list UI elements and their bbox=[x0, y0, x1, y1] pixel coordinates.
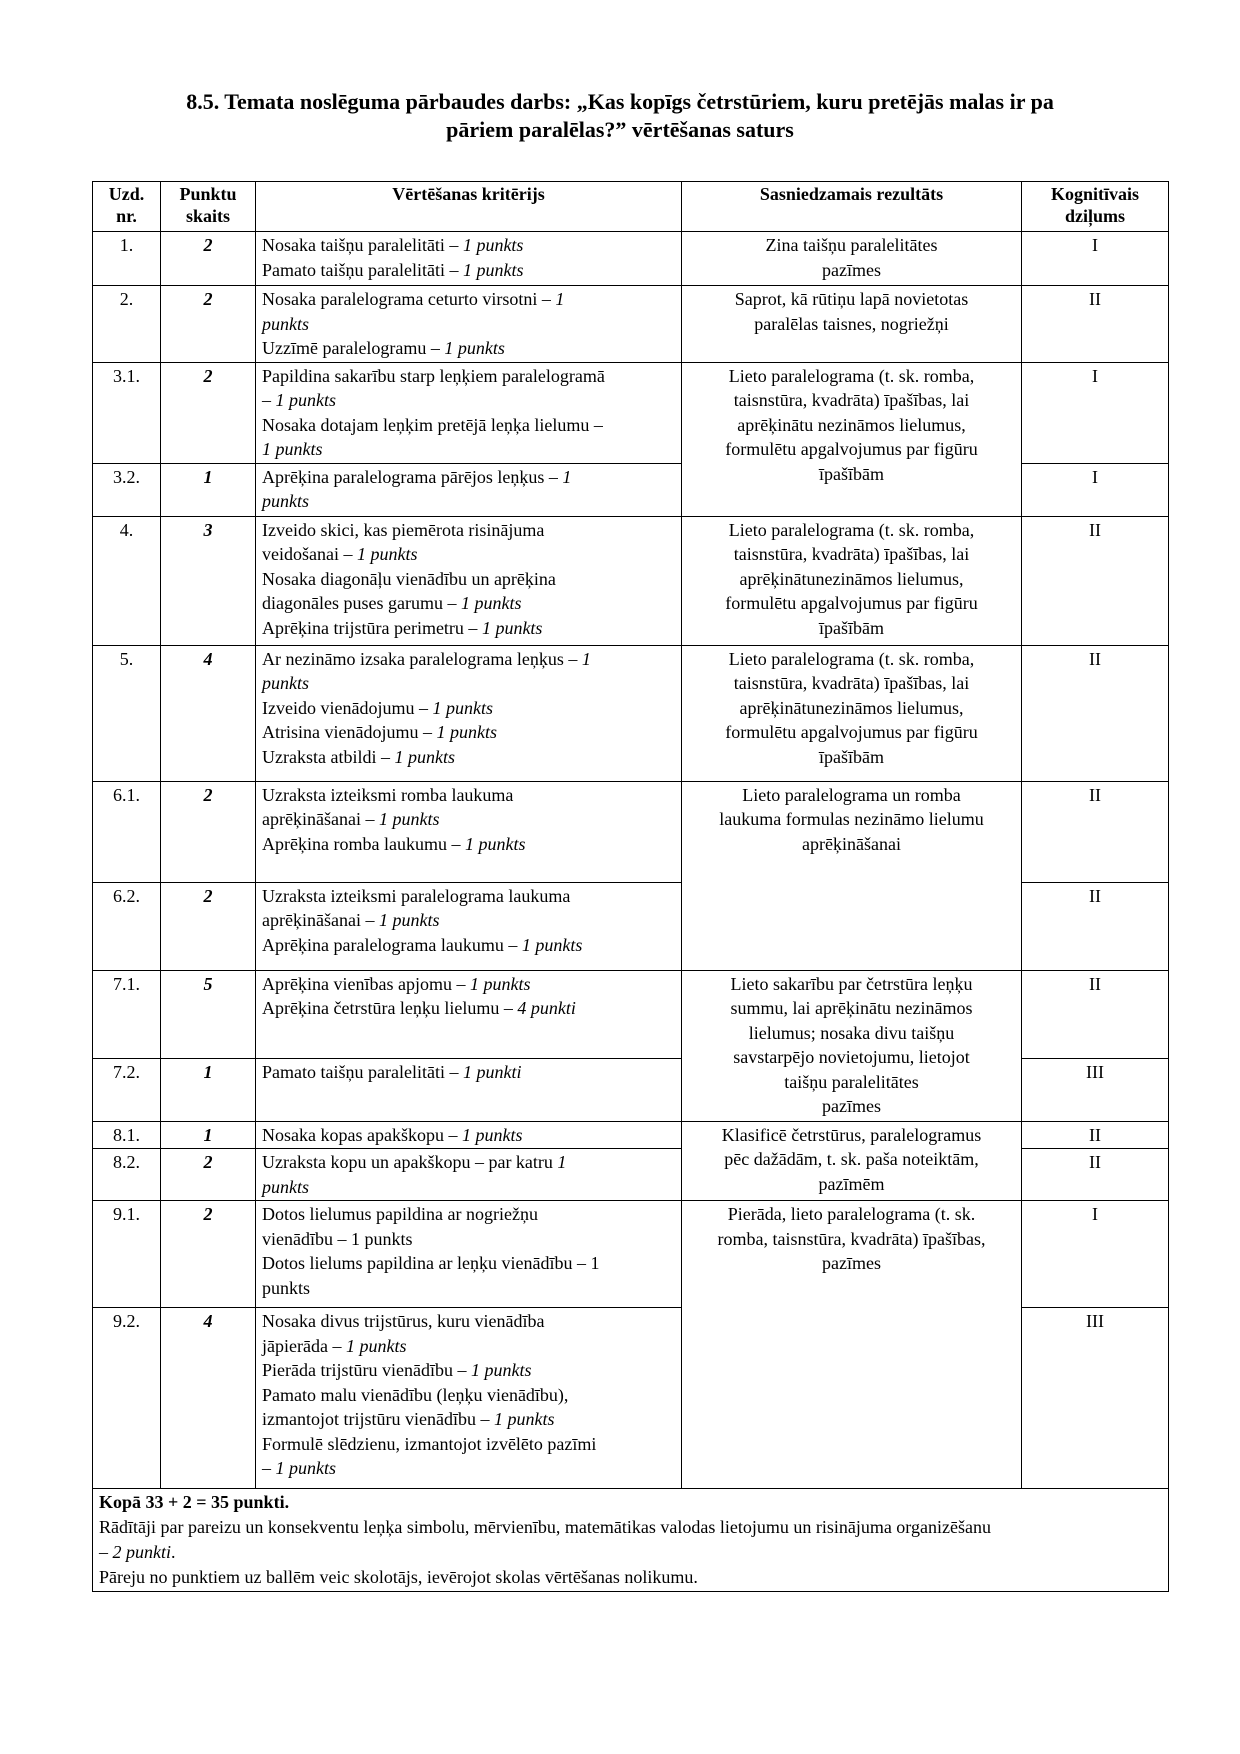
criteria-line: Uzzīmē paralelogramu – 1 punkts bbox=[262, 338, 505, 358]
criteria-line: Aprēķina paralelograma laukumu – 1 punkts bbox=[262, 934, 583, 955]
result-line: Lieto paralelograma un romba bbox=[742, 784, 961, 805]
points-value: 2 bbox=[161, 781, 256, 882]
footer-note: Pāreju no punktiem uz ballēm veic skolotājs, ievērojot skolas vērtēšanas nolikumu. bbox=[99, 1567, 698, 1587]
criteria-line: punkts bbox=[262, 1277, 311, 1298]
table-row bbox=[93, 516, 1169, 645]
cognitive-depth: I bbox=[1022, 1201, 1169, 1308]
criteria-line: – 1 punkts bbox=[262, 1458, 336, 1478]
criteria-line: Pierāda trijstūru vienādību – 1 punkts bbox=[262, 1360, 532, 1380]
result-line: laukuma formulas nezināmo lielumu bbox=[719, 809, 984, 829]
cognitive-depth: II bbox=[1022, 882, 1169, 970]
result-line: īpašībām bbox=[819, 617, 884, 638]
task-number: 3.1. bbox=[93, 362, 161, 463]
criteria-cell bbox=[256, 1058, 682, 1121]
result-line: formulētu apgalvojumus par figūru bbox=[725, 593, 978, 613]
result-line: pazīmes bbox=[822, 1096, 881, 1116]
task-number: 8.1. bbox=[93, 1121, 161, 1149]
points-value: 2 bbox=[161, 362, 256, 463]
criteria-line: Aprēķina romba laukumu – 1 punkts bbox=[262, 833, 526, 854]
criteria-line: – 1 punkts bbox=[262, 390, 336, 410]
criteria-line: Aprēķina paralelograma pārējos leņķus – 1 bbox=[262, 466, 572, 487]
table-row bbox=[93, 781, 1169, 882]
result-line: pazīmēm bbox=[818, 1173, 885, 1194]
cognitive-depth: I bbox=[1022, 362, 1169, 463]
result-line: Klasificē četrstūrus, paralelogramus bbox=[721, 1124, 982, 1145]
total-points: Kopā 33 + 2 = 35 punkti. bbox=[99, 1492, 290, 1512]
result-line: romba, taisnstūra, kvadrāta) īpašības, bbox=[717, 1228, 986, 1249]
result-line: paralēlas taisnes, nogriežņi bbox=[754, 313, 949, 334]
criteria-line: jāpierāda – 1 punkts bbox=[262, 1335, 407, 1356]
task-number: 1. bbox=[93, 232, 161, 286]
criteria-line: Nosaka dotajam leņķim pretējā leņķa lielumu – bbox=[262, 414, 603, 435]
result-line: Lieto paralelograma (t. sk. romba, bbox=[728, 365, 975, 386]
table-row bbox=[93, 362, 1169, 463]
criteria-cell bbox=[256, 781, 682, 882]
criteria-cell bbox=[256, 1149, 682, 1201]
result-line: Pierāda, lieto paralelograma (t. sk. bbox=[727, 1204, 976, 1224]
criteria-line: Pamato taišņu paralelitāti – 1 punkts bbox=[262, 259, 524, 280]
criteria-line: Uzraksta izteiksmi paralelograma laukuma bbox=[262, 885, 571, 906]
points-value: 1 bbox=[161, 463, 256, 516]
result-line: pazīmes bbox=[822, 1253, 881, 1273]
points-value: 4 bbox=[161, 645, 256, 781]
result-line: pazīmes bbox=[822, 259, 881, 280]
points-value: 5 bbox=[161, 970, 256, 1058]
points-value: 2 bbox=[161, 286, 256, 363]
result-cell bbox=[682, 645, 1022, 781]
cognitive-depth: II bbox=[1022, 970, 1169, 1058]
criteria-line: Aprēķina vienības apjomu – 1 punkts bbox=[262, 973, 531, 994]
cognitive-depth: II bbox=[1022, 1149, 1169, 1201]
criteria-cell bbox=[256, 970, 682, 1058]
criteria-line: punkts bbox=[262, 491, 309, 511]
points-value: 2 bbox=[161, 1201, 256, 1308]
criteria-cell bbox=[256, 645, 682, 781]
criteria-line: Nosaka divus trijstūrus, kuru vienādība bbox=[262, 1311, 545, 1331]
criteria-line: Nosaka kopas apakškopu – 1 punkts bbox=[262, 1124, 523, 1145]
table-row bbox=[93, 645, 1169, 781]
cognitive-depth: III bbox=[1022, 1308, 1169, 1489]
criteria-line: Pamato taišņu paralelitāti – 1 punkti bbox=[262, 1061, 522, 1082]
task-number: 7.1. bbox=[93, 970, 161, 1058]
task-number: 3.2. bbox=[93, 463, 161, 516]
task-number: 9.1. bbox=[93, 1201, 161, 1308]
task-number: 6.1. bbox=[93, 781, 161, 882]
table-row bbox=[93, 286, 1169, 363]
task-number: 9.2. bbox=[93, 1308, 161, 1489]
criteria-cell bbox=[256, 232, 682, 286]
result-line: savstarpējo novietojumu, lietojot bbox=[733, 1047, 970, 1067]
header-criteria: Vērtēšanas kritērijs bbox=[256, 182, 682, 232]
header-points: Punktu skaits bbox=[161, 182, 256, 232]
task-number: 5. bbox=[93, 645, 161, 781]
task-number: 8.2. bbox=[93, 1149, 161, 1201]
criteria-cell bbox=[256, 286, 682, 363]
title-line: 8.5. Temata noslēguma pārbaudes darbs: „Kas kopīgs četrstūriem, kuru pretējās malas ir pa bbox=[186, 89, 1054, 114]
result-cell bbox=[682, 1121, 1022, 1201]
footer-cell bbox=[93, 1489, 1169, 1592]
cognitive-depth: II bbox=[1022, 516, 1169, 645]
footer-note-cont: – 2 punkti. bbox=[99, 1542, 176, 1562]
criteria-line: Aprēķina trijstūra perimetru – 1 punkts bbox=[262, 617, 543, 638]
header-nr: Uzd. nr. bbox=[93, 182, 161, 232]
result-line: Saprot, kā rūtiņu lapā novietotas bbox=[734, 289, 969, 309]
criteria-cell bbox=[256, 1121, 682, 1149]
result-line: Lieto sakarību par četrstūra leņķu bbox=[730, 973, 973, 994]
result-line: īpašībām bbox=[819, 463, 884, 484]
points-value: 2 bbox=[161, 232, 256, 286]
criteria-line: diagonāles puses garumu – 1 punkts bbox=[262, 593, 522, 613]
cognitive-depth: III bbox=[1022, 1058, 1169, 1121]
result-line: formulētu apgalvojumus par figūru bbox=[725, 439, 978, 459]
criteria-line: Nosaka diagonāļu vienādību un aprēķina bbox=[262, 568, 556, 589]
header-result: Sasniedzamais rezultāts bbox=[682, 182, 1022, 232]
result-cell bbox=[682, 286, 1022, 363]
criteria-line: 1 punkts bbox=[262, 439, 323, 459]
criteria-line: punkts bbox=[262, 313, 309, 334]
result-line: formulētu apgalvojumus par figūru bbox=[725, 722, 978, 742]
result-line: īpašībām bbox=[819, 746, 884, 767]
title-line: pāriem paralēlas?” vērtēšanas saturs bbox=[446, 117, 794, 142]
result-line: Zina taišņu paralelitātes bbox=[765, 235, 938, 255]
task-number: 7.2. bbox=[93, 1058, 161, 1121]
points-value: 1 bbox=[161, 1058, 256, 1121]
criteria-line: aprēķināšanai – 1 punkts bbox=[262, 910, 440, 930]
criteria-line: punkts bbox=[262, 673, 309, 693]
criteria-line: Papildina sakarību starp leņķiem paralelogramā bbox=[262, 365, 605, 386]
result-cell bbox=[682, 362, 1022, 516]
result-line: pēc dažādām, t. sk. paša noteiktām, bbox=[724, 1149, 979, 1169]
cognitive-depth: I bbox=[1022, 232, 1169, 286]
footer-note: Rādītāji par pareizu un konsekventu leņķa simbolu, mērvienību, matemātikas valodas lietojumu un risinājuma organizēšanu bbox=[99, 1517, 991, 1537]
criteria-line: Ar nezināmo izsaka paralelograma leņķus – 1 bbox=[262, 648, 591, 669]
result-cell bbox=[682, 232, 1022, 286]
criteria-line: Uzraksta atbildi – 1 punkts bbox=[262, 746, 455, 767]
result-line: Lieto paralelograma (t. sk. romba, bbox=[728, 519, 975, 540]
task-number: 4. bbox=[93, 516, 161, 645]
criteria-line: punkts bbox=[262, 1176, 309, 1197]
result-line: aprēķinātu nezināmos lielumus, bbox=[737, 414, 966, 435]
task-number: 2. bbox=[93, 286, 161, 363]
cognitive-depth: I bbox=[1022, 463, 1169, 516]
table-row bbox=[93, 970, 1169, 1058]
document-title bbox=[120, 88, 1120, 144]
points-value: 4 bbox=[161, 1308, 256, 1489]
criteria-line: Uzraksta izteiksmi romba laukuma bbox=[262, 784, 514, 805]
criteria-line: Nosaka taišņu paralelitāti – 1 punkts bbox=[262, 235, 524, 255]
result-line: Lieto paralelograma (t. sk. romba, bbox=[728, 648, 975, 669]
result-line: aprēķināšanai bbox=[802, 833, 901, 854]
table-row bbox=[93, 232, 1169, 286]
cognitive-depth: II bbox=[1022, 1121, 1169, 1149]
result-line: taisnstūra, kvadrāta) īpašības, lai bbox=[733, 673, 970, 693]
result-line: taisnstūra, kvadrāta) īpašības, lai bbox=[733, 544, 970, 564]
result-cell bbox=[682, 516, 1022, 645]
points-value: 1 bbox=[161, 1121, 256, 1149]
criteria-line: Atrisina vienādojumu – 1 punkts bbox=[262, 722, 497, 742]
result-line: summu, lai aprēķinātu nezināmos bbox=[730, 998, 973, 1018]
criteria-line: vienādību – 1 punkts bbox=[262, 1228, 413, 1249]
criteria-line: Dotos lielumus papildina ar nogriežņu bbox=[262, 1204, 538, 1224]
criteria-cell bbox=[256, 882, 682, 970]
header-cognitive: Kognitīvais dziļums bbox=[1022, 182, 1169, 232]
cognitive-depth: II bbox=[1022, 645, 1169, 781]
cognitive-depth: II bbox=[1022, 781, 1169, 882]
criteria-line: izmantojot trijstūru vienādību – 1 punkts bbox=[262, 1409, 555, 1429]
result-line: aprēķinātunezināmos lielumus, bbox=[739, 697, 964, 718]
criteria-line: Nosaka paralelograma ceturto virsotni – 1 bbox=[262, 289, 565, 309]
criteria-line: Izveido vienādojumu – 1 punkts bbox=[262, 697, 493, 718]
cognitive-depth: II bbox=[1022, 286, 1169, 363]
criteria-line: veidošanai – 1 punkts bbox=[262, 544, 418, 564]
criteria-line: Formulē slēdzienu, izmantojot izvēlēto pazīmi bbox=[262, 1433, 597, 1454]
points-value: 2 bbox=[161, 882, 256, 970]
result-line: lielumus; nosaka divu taišņu bbox=[748, 1022, 955, 1043]
table-row bbox=[93, 1121, 1169, 1149]
assessment-table bbox=[92, 181, 1169, 1592]
result-cell bbox=[682, 970, 1022, 1121]
criteria-line: Pamato malu vienādību (leņķu vienādību), bbox=[262, 1384, 569, 1405]
points-value: 2 bbox=[161, 1149, 256, 1201]
task-number: 6.2. bbox=[93, 882, 161, 970]
criteria-cell bbox=[256, 362, 682, 463]
points-value: 3 bbox=[161, 516, 256, 645]
criteria-cell bbox=[256, 1308, 682, 1489]
criteria-cell bbox=[256, 1201, 682, 1308]
table-row bbox=[93, 1201, 1169, 1308]
result-cell bbox=[682, 781, 1022, 970]
criteria-line: Aprēķina četrstūra leņķu lielumu – 4 punkti bbox=[262, 998, 576, 1018]
result-line: aprēķinātunezināmos lielumus, bbox=[739, 568, 964, 589]
header-row bbox=[93, 182, 1169, 232]
criteria-cell bbox=[256, 516, 682, 645]
criteria-line: Dotos lielums papildina ar leņķu vienādību – 1 bbox=[262, 1253, 600, 1273]
criteria-cell bbox=[256, 463, 682, 516]
criteria-line: Izveido skici, kas piemērota risinājuma bbox=[262, 519, 545, 540]
criteria-line: aprēķināšanai – 1 punkts bbox=[262, 809, 440, 829]
result-line: taišņu paralelitātes bbox=[784, 1071, 919, 1092]
footer-row bbox=[93, 1489, 1169, 1592]
result-cell bbox=[682, 1201, 1022, 1489]
criteria-line: Uzraksta kopu un apakškopu – par katru 1 bbox=[262, 1152, 567, 1172]
result-line: taisnstūra, kvadrāta) īpašības, lai bbox=[733, 390, 970, 410]
